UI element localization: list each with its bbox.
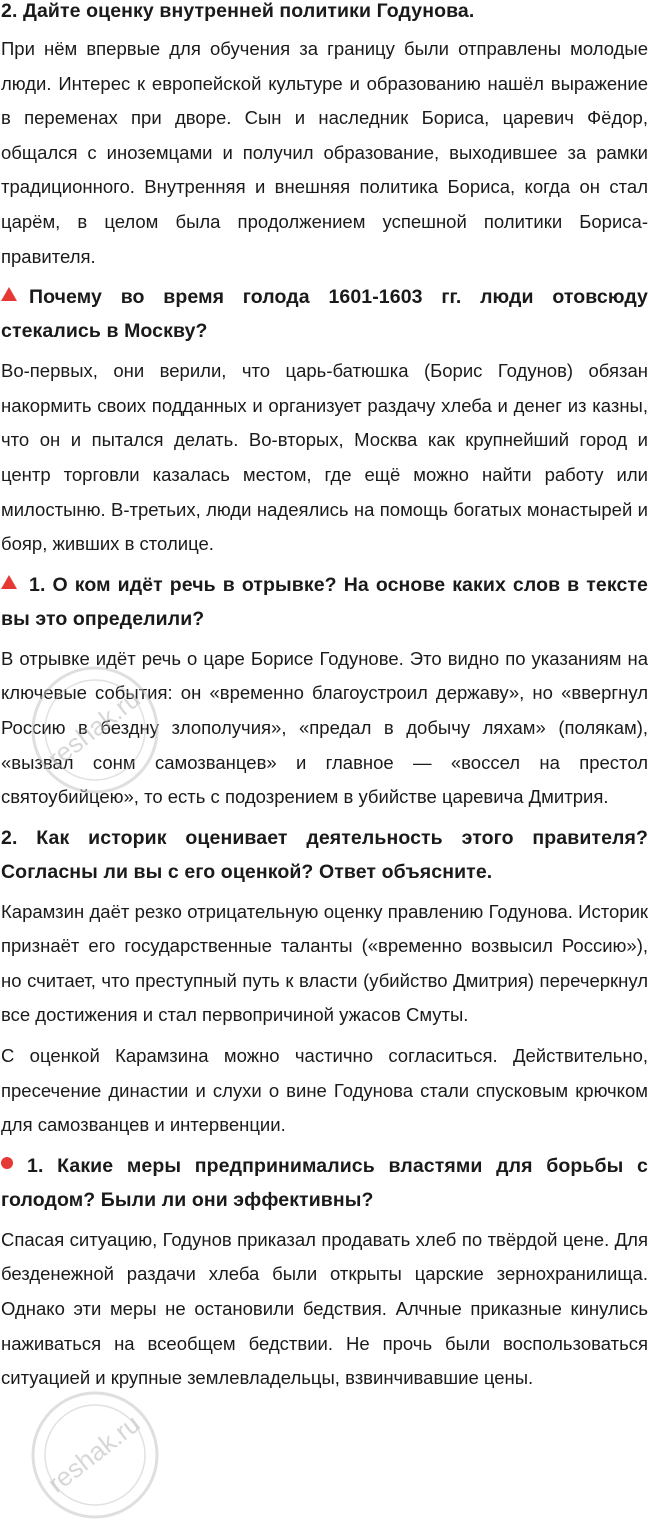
qa-block-2 bbox=[1, 568, 648, 815]
watermark-stamp-icon bbox=[20, 1380, 170, 1530]
qa-block-0 bbox=[1, 0, 648, 274]
answer-paragraph: При нём впервые для обучения за границу были отправлены молодые люди. Интерес к европейской культуре и образованию нашёл выражение в переменах при дворе. Сын и наследник Бориса, царевич Фёдор, общался с иноземцами и получил образование, выходившее за рамки традиционного. Внутренняя и внешняя политика Бориса, когда он стал царём, в целом была продолжением успешной политики Бориса-правителя. bbox=[1, 38, 648, 267]
qa-block-4 bbox=[1, 1149, 648, 1396]
red-triangle-icon bbox=[1, 575, 17, 589]
svg-text:reshak.ru: reshak.ru bbox=[41, 683, 146, 774]
qa-block-3 bbox=[1, 821, 648, 1143]
answer-paragraph: Спасая ситуацию, Годунов приказал продавать хлеб по твёрдой цене. Для безденежной раздачи хлеба были открыты царские зернохранилища. Однако эти меры не остановили бедствия. Алчные приказные кинулись наживаться на всеобщем бедствии. Не прочь были воспользоваться ситуацией и крупные землевладельцы, взвинчивавшие цены. bbox=[1, 1228, 648, 1389]
question-heading: 1. Какие меры предпринимались властями для борьбы с голодом? Были ли они эффективны? bbox=[1, 1154, 648, 1211]
answer-paragraph: С оценкой Карамзина можно частично согласиться. Действительно, пресечение династии и слухи о вине Годунова стали спусковым крючком для самозванцев и интервенции. bbox=[1, 1045, 648, 1136]
answer-paragraph: В отрывке идёт речь о царе Борисе Годунове. Это видно по указаниям на ключевые события: он «временно благоустроил державу», но «ввергнул Россию в бездну злополучия», «предал в добычу ляхам» (полякам), «вызвал сонм самозванцев» и главное — «воссел на престол святоубийцею», то есть с подозрением в убийстве царевича Дмитрия. bbox=[1, 647, 648, 808]
question-heading: 2. Как историк оценивает деятельность этого правителя? Согласны ли вы с его оценкой? Ответ объясните. bbox=[1, 826, 648, 883]
red-dot-icon bbox=[1, 1157, 13, 1169]
answer-paragraph: Карамзин даёт резко отрицательную оценку правлению Годунова. Историк признаёт его государственные таланты («временно возвысил Россию»), но считает, что преступный путь к власти (убийство Дмитрия) перечеркнул все достижения и стал первопричиной ужасов Смуты. bbox=[1, 900, 648, 1026]
question-heading: Почему во время голода 1601-1603 гг. люди отовсюду стекались в Москву? bbox=[1, 286, 648, 343]
red-triangle-icon bbox=[1, 287, 17, 301]
svg-text:reshak.ru: reshak.ru bbox=[41, 1408, 146, 1499]
question-heading: 1. О ком идёт речь в отрывке? На основе каких слов в тексте вы это определили? bbox=[1, 573, 648, 630]
answer-paragraph: Во-первых, они верили, что царь-батюшка (Борис Годунов) обязан накормить своих подданных и организует раздачу хлеба и денег из казны, что он и пытался делать. Во-вторых, Москва как крупнейший город и центр торговли казалась местом, где ещё можно найти работу или милостыню. В-третьих, люди надеялись на помощь богатых монастырей и бояр, живших в столице. bbox=[1, 360, 648, 555]
qa-block-1 bbox=[1, 280, 648, 562]
question-heading: 2. Дайте оценку внутренней политики Годунова. bbox=[1, 0, 475, 22]
